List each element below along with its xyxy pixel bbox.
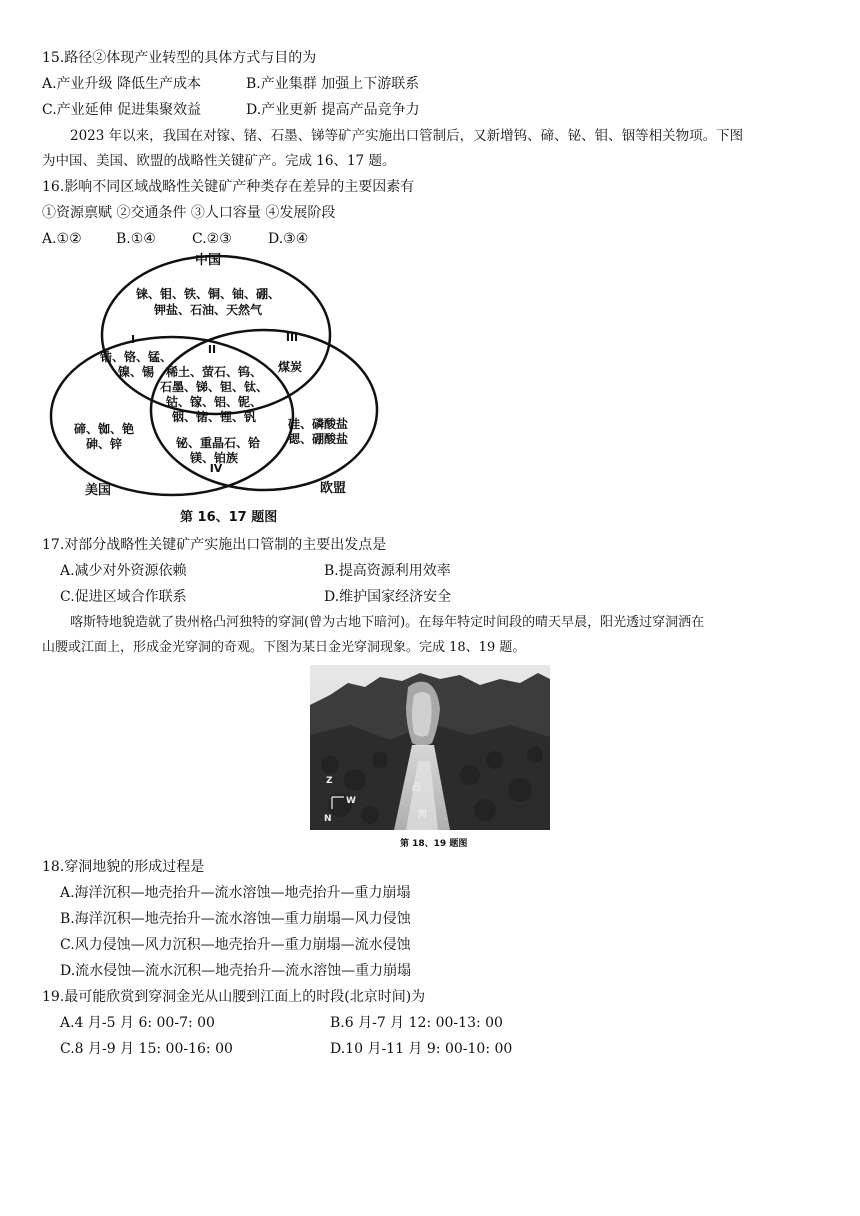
q18-option-d: D.流水侵蚀—流水沉积—地壳抬升—流水溶蚀—重力崩塌 [60,963,412,979]
passage-1-line-1: 2023 年以来，我国在对镓、锗、石墨、锑等矿产实施出口管制后，又新增钨、碲、铋、钼、铟等相关物项。下图 [70,128,744,144]
q16-option-d: D.③④ [268,231,309,247]
center-line-2: 石墨、锑、钽、钛、 [159,380,269,394]
region-iii-label: III [285,331,299,344]
q16-option-a: A.①② [42,231,82,247]
compass-w: W [346,796,356,806]
q19-stem: 19.最可能欣赏到穿洞金光从山腰到江面上的时段(北京时间)为 [42,989,426,1005]
region-iv-line-1: 铋、重晶石、铪 [175,436,261,450]
eu-only-line-2: 锶、硼酸盐 [287,432,349,446]
venn-diagram [40,248,385,500]
cave-photo-illustration [310,665,550,830]
region-i-line-2: 镍、锡 [117,365,155,379]
q17-option-a: A.减少对外资源依赖 [60,563,187,579]
q15-option-a: A.产业升级 降低生产成本 [42,76,202,92]
q17-option-c: C.促进区域合作联系 [60,589,187,605]
center-line-4: 铟、锗、锂、钒 [171,410,257,424]
venn-caption: 第 16、17 题图 [180,510,278,525]
q17-stem: 17.对部分战略性关键矿产实施出口管制的主要出发点是 [42,537,387,553]
label-usa: 美国 [84,483,112,498]
region-iii-line-1: 煤炭 [277,360,303,374]
compass-z: Z [326,776,333,786]
q15-stem: 15.路径②体现产业转型的具体方式与目的为 [42,50,317,66]
region-i-line-1: 锆、铬、锰、 [99,350,173,364]
q15-option-c: C.产业延伸 促进集聚效益 [42,102,202,118]
cave-photo [310,665,550,830]
q18-option-a: A.海洋沉积—地壳抬升—流水溶蚀—地壳抬升—重力崩塌 [60,885,411,901]
label-tu: 凸 [412,783,422,793]
usa-only-line-1: 碲、铷、铯 [73,422,135,436]
region-i-label: I [130,333,136,346]
q19-option-a: A.4 月-5 月 6: 00-7: 00 [60,1015,215,1031]
q16-option-b: B.①④ [116,231,156,247]
q19-option-d: D.10 月-11 月 9: 00-10: 00 [330,1041,513,1057]
q19-option-b: B.6 月-7 月 12: 00-13: 00 [330,1015,503,1031]
region-iv-label: IV [209,462,223,475]
q18-option-c: C.风力侵蚀—风力沉积—地壳抬升—重力崩塌—流水侵蚀 [60,937,411,953]
passage-1-line-2: 为中国、美国、欧盟的战略性关键矿产。完成 16、17 题。 [42,153,396,169]
q18-option-b: B.海洋沉积—地壳抬升—流水溶蚀—重力崩塌—风力侵蚀 [60,911,411,927]
label-china: 中国 [194,253,222,268]
q18-stem: 18.穿洞地貌的形成过程是 [42,859,205,875]
china-only-line-1: 铼、钼、铁、铜、铀、硼、 [135,287,281,301]
q17-option-d: D.维护国家经济安全 [324,589,452,605]
center-line-1: 稀土、萤石、钨、 [165,365,263,379]
label-eu: 欧盟 [319,481,347,496]
photo-caption: 第 18、19 题图 [400,839,468,849]
passage-2-line-2: 山腰或江面上，形成金光穿洞的奇观。下图为某日金光穿洞现象。完成 18、19 题。 [42,640,526,655]
china-only-line-2: 钾盐、石油、天然气 [153,303,263,317]
q19-option-c: C.8 月-9 月 15: 00-16: 00 [60,1041,233,1057]
q15-option-b: B.产业集群 加强上下游联系 [246,76,420,92]
q16-items: ①资源禀赋 ②交通条件 ③人口容量 ④发展阶段 [42,205,336,221]
q17-option-b: B.提高资源利用效率 [324,563,451,579]
usa-only-line-2: 砷、锌 [85,437,123,451]
compass-n: N [324,814,332,824]
q15-option-d: D.产业更新 提高产品竞争力 [246,102,420,118]
q16-option-c: C.②③ [192,231,232,247]
q16-stem: 16.影响不同区域战略性关键矿产种类存在差异的主要因素有 [42,179,415,195]
passage-2-line-1: 喀斯特地貌造就了贵州格凸河独特的穿洞(曾为古地下暗河)。在每年特定时间段的晴天早晨，阳光透过穿洞洒在 [70,615,705,630]
center-line-3: 钴、镓、铝、铌、 [165,395,263,409]
label-he: 河 [418,810,428,820]
region-ii-label: II [207,343,217,356]
region-iv-line-2: 镁、铂族 [189,451,239,465]
eu-only-line-1: 硅、磷酸盐 [287,417,349,431]
